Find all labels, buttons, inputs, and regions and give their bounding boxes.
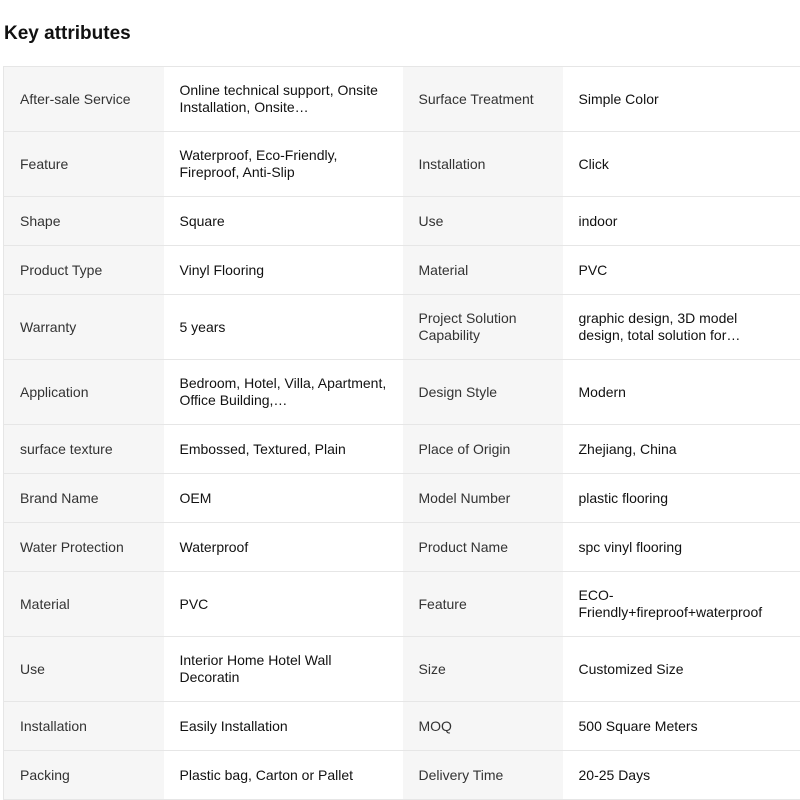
attribute-value: Click xyxy=(563,132,800,197)
table-row xyxy=(4,523,800,572)
attribute-value: Easily Installation xyxy=(164,702,403,751)
attribute-value: graphic design, 3D model design, total solution for… xyxy=(563,295,800,360)
attribute-label: Design Style xyxy=(403,360,563,425)
attribute-label: surface texture xyxy=(4,425,164,474)
attribute-value: Modern xyxy=(563,360,800,425)
table-row xyxy=(4,197,800,246)
attribute-label: Feature xyxy=(4,132,164,197)
attribute-label: Product Name xyxy=(403,523,563,572)
table-row xyxy=(4,67,800,132)
attribute-label: Brand Name xyxy=(4,474,164,523)
attribute-label: Product Type xyxy=(4,246,164,295)
attribute-value: Bedroom, Hotel, Villa, Apartment, Office Building,… xyxy=(164,360,403,425)
attribute-label: Project Solution Capability xyxy=(403,295,563,360)
attribute-value: plastic flooring xyxy=(563,474,800,523)
attribute-label: Material xyxy=(403,246,563,295)
attribute-value: Square xyxy=(164,197,403,246)
attribute-value: PVC xyxy=(563,246,800,295)
table-row xyxy=(4,474,800,523)
attribute-label: Feature xyxy=(403,572,563,637)
attribute-value: Simple Color xyxy=(563,67,800,132)
attribute-label: Use xyxy=(4,637,164,702)
table-row xyxy=(4,295,800,360)
table-row xyxy=(4,132,800,197)
attribute-value: 20-25 Days xyxy=(563,751,800,800)
table-row xyxy=(4,637,800,702)
attribute-label: Application xyxy=(4,360,164,425)
attribute-value: Plastic bag, Carton or Pallet xyxy=(164,751,403,800)
table-row xyxy=(4,360,800,425)
attribute-label: Installation xyxy=(4,702,164,751)
attribute-value: 500 Square Meters xyxy=(563,702,800,751)
attribute-value: 5 years xyxy=(164,295,403,360)
attribute-label: Installation xyxy=(403,132,563,197)
attribute-value: Waterproof xyxy=(164,523,403,572)
attribute-label: Use xyxy=(403,197,563,246)
attribute-value: Zhejiang, China xyxy=(563,425,800,474)
attribute-value: Waterproof, Eco-Friendly, Fireproof, Anti-Slip xyxy=(164,132,403,197)
attribute-label: Material xyxy=(4,572,164,637)
attribute-value: PVC xyxy=(164,572,403,637)
attribute-label: Place of Origin xyxy=(403,425,563,474)
table-row xyxy=(4,425,800,474)
attribute-value: Embossed, Textured, Plain xyxy=(164,425,403,474)
attribute-label: Water Protection xyxy=(4,523,164,572)
table-row xyxy=(4,572,800,637)
attribute-value: spc vinyl flooring xyxy=(563,523,800,572)
attribute-label: MOQ xyxy=(403,702,563,751)
attribute-value: indoor xyxy=(563,197,800,246)
attribute-label: Shape xyxy=(4,197,164,246)
attribute-value: Customized Size xyxy=(563,637,800,702)
table-row xyxy=(4,751,800,800)
attribute-label: Size xyxy=(403,637,563,702)
attribute-value: Vinyl Flooring xyxy=(164,246,403,295)
attribute-label: After-sale Service xyxy=(4,67,164,132)
attribute-value: OEM xyxy=(164,474,403,523)
section-title: Key attributes xyxy=(4,23,131,44)
key-attributes-table xyxy=(3,66,800,800)
table-row xyxy=(4,246,800,295)
attribute-label: Surface Treatment xyxy=(403,67,563,132)
table-row xyxy=(4,702,800,751)
attribute-label: Packing xyxy=(4,751,164,800)
attribute-value: Online technical support, Onsite Installation, Onsite… xyxy=(164,67,403,132)
attribute-label: Delivery Time xyxy=(403,751,563,800)
attribute-label: Warranty xyxy=(4,295,164,360)
attribute-value: Interior Home Hotel Wall Decoratin xyxy=(164,637,403,702)
attribute-label: Model Number xyxy=(403,474,563,523)
attribute-value: ECO-Friendly+fireproof+waterproof xyxy=(563,572,800,637)
